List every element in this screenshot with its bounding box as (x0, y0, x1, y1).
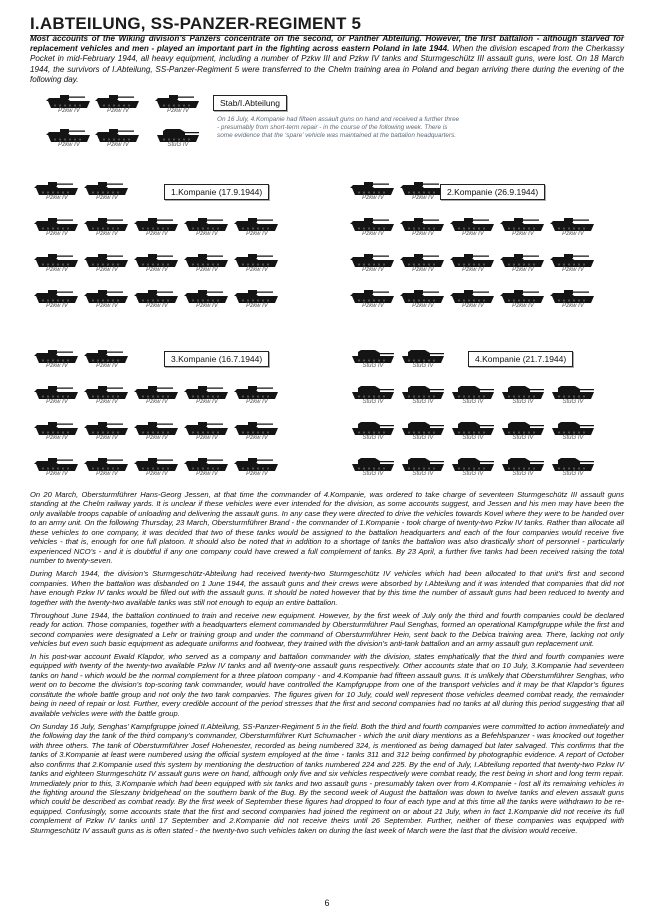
kompanie-4-vehicle (350, 420, 396, 442)
vehicle-label: Pzkw IV (96, 231, 118, 237)
vehicle-label: StuG IV (562, 471, 584, 477)
kompanie-4-vehicle (550, 384, 596, 406)
kompanie-1-vehicle (134, 288, 180, 310)
vehicle-label: Pzkw IV (96, 195, 118, 201)
kompanie-3-vehicle (134, 456, 180, 478)
kompanie-3-vehicle (134, 384, 180, 406)
vehicle-label: Pzkw IV (46, 267, 68, 273)
kompanie-2-vehicle (450, 252, 496, 274)
kompanie-1-vehicle (84, 180, 130, 202)
kompanie-2-vehicle (500, 216, 546, 238)
kompanie-4-vehicle (450, 384, 496, 406)
vehicle-label: Pzkw IV (146, 399, 168, 405)
kompanie-1-vehicle (184, 216, 230, 238)
body-text (30, 490, 624, 839)
vehicle-label: StuG IV (512, 471, 534, 477)
kompanie-4-vehicle (500, 384, 546, 406)
vehicle-label: Pzkw IV (146, 471, 168, 477)
kompanie-1-vehicle (34, 180, 80, 202)
vehicle-label: Pzkw IV (462, 231, 484, 237)
kompanie-4-vehicle (350, 456, 396, 478)
kompanie-2-vehicle (350, 252, 396, 274)
kompanie-1-vehicle (134, 252, 180, 274)
kompanie-4-vehicle (400, 420, 446, 442)
kompanie-3-vehicle (234, 420, 280, 442)
vehicle-label: StuG IV (412, 471, 434, 477)
kompanie-3-vehicle (234, 384, 280, 406)
vehicle-label: StuG IV (462, 399, 484, 405)
vehicle-label: StuG IV (562, 435, 584, 441)
kompanie-1-vehicle (34, 216, 80, 238)
stab-vehicle (95, 127, 141, 149)
vehicle-label: Pzkw IV (196, 303, 218, 309)
kompanie-2-vehicle (400, 216, 446, 238)
vehicle-label: Pzkw IV (196, 399, 218, 405)
vehicle-label: StuG IV (362, 435, 384, 441)
kompanie-4-vehicle (400, 348, 446, 370)
vehicle-label: Pzkw IV (146, 303, 168, 309)
body-paragraph: On 20 March, Obersturmführer Hans-Georg Jessen, at that time the commander of 4.Kompanie, was ordered to take charge of seventeen Sturmgeschütz III assault guns standing at the Chelm railway yards. It is unclear if these vehicles were ever intended for the division, as some accounts suggest, and Jessen and his men may have been the only available troops capable of unloading and delivering the assault guns. In any case they were directed to drive the vehicles towards Kovel where they were to be handed over to an army unit. On the following Thursday, 23 March, Obersturmführer Brand - the commander of 1.Kompanie - took charge of twenty-two Pzkw IV tanks. Rather than allocate all these vehicles to one company, it was decided that two of these tanks would be assigned to the battalion headquarters and each of the four companies would receive five vehicles - that is, enough for one full platoon. It should also be noted that in addition to a shortage of tanks the battalion was also drastically short of personnel - particularly experienced NCO’s - and it is doubtful if any one company could have crewed a full complement of tanks. By 23 April, a further five tanks had been received raising the total number to twenty-seven. (30, 490, 624, 566)
kompanie-1-vehicle (234, 252, 280, 274)
vehicle-label: Pzkw IV (96, 363, 118, 369)
vehicle-label: Pzkw IV (46, 471, 68, 477)
kompanie-1-vehicle (184, 252, 230, 274)
vehicle-label: StuG IV (512, 435, 534, 441)
vehicle-label: Pzkw IV (246, 399, 268, 405)
intro-paragraph (30, 34, 624, 85)
kompanie-2-vehicle (350, 180, 396, 202)
kompanie-1-vehicle (134, 216, 180, 238)
vehicle-label: Pzkw IV (196, 231, 218, 237)
kompanie-4-vehicle (400, 384, 446, 406)
kompanie-2-vehicle (350, 288, 396, 310)
vehicle-label: Pzkw IV (196, 435, 218, 441)
vehicle-label: Pzkw IV (362, 231, 384, 237)
vehicle-label: Pzkw IV (246, 231, 268, 237)
stab-vehicle (95, 93, 141, 115)
kompanie-1-vehicle (234, 288, 280, 310)
vehicle-label: StuG IV (412, 435, 434, 441)
kompanie-3-vehicle (184, 456, 230, 478)
vehicle-label: StuG IV (462, 471, 484, 477)
stab-note: On 16 July, 4.Kompanie had fifteen assault guns on hand and received a further three - presumably from short-term repair - in the course of the following week. There is some evidence that the ‘spare’ vehicle was maintained at the battalion headquarters. (217, 116, 460, 140)
kompanie-2-vehicle (550, 252, 596, 274)
vehicle-label: Pzkw IV (107, 108, 129, 114)
kompanie-1-vehicle (184, 288, 230, 310)
intro-rest: When the division escaped from the Cherkassy Pocket in mid-February 1944, all heavy equipment, including a number of Pzkw III and Pzkw IV tanks and Sturmgeschütz III assault guns, were lost. On 18 March 1944, the survivors of I.Abteilung, SS-Panzer-Regiment 5 were transferred to the Chelm training area in Poland and began arriving there during the evening of the following day. (30, 44, 624, 84)
kompanie-2-vehicle (500, 252, 546, 274)
kompanie-1-vehicle (84, 288, 130, 310)
kompanie-3-vehicle (84, 420, 130, 442)
vehicle-label: Pzkw IV (46, 231, 68, 237)
intro-bold: Most accounts of the Wiking division’s Panzers concentrate on the second, or Panther Abteilung. However, the first battalion - although starved for replacement vehicles and men - played an important part in the fighting across eastern Poland in late 1944. (30, 34, 624, 54)
kompanie-2-vehicle (450, 288, 496, 310)
vehicle-label: Pzkw IV (146, 435, 168, 441)
vehicle-label: StuG IV (462, 435, 484, 441)
kompanie-3-vehicle (34, 420, 80, 442)
vehicle-label: Pzkw IV (46, 435, 68, 441)
body-paragraph: Throughout June 1944, the battalion continued to train and receive new equipment. However, by the first week of July only the third and fourth companies could be declared ready for action. Those companies, together with a headquarters element commanded by Obersturmführer Paul Senghas, formed an operational Kampfgruppe while the first and second companies were designated a Lehr or training group and under the command of Obersturmführer Hein, sent back to the Debica training area. There, lacking not only vehicles but even such basic equipment as adequate uniforms and footwear, they trained with the division’s anti-tank battalion and an army assault gun replacement unit. (30, 610, 624, 648)
kompanie-1-vehicle (34, 288, 80, 310)
kompanie-1-vehicle (34, 252, 80, 274)
vehicle-label: StuG IV (362, 363, 384, 369)
kompanie-3-vehicle (84, 384, 130, 406)
stab-vehicle (155, 127, 201, 149)
vehicle-label: Pzkw IV (46, 303, 68, 309)
body-paragraph: In his post-war account Ewald Klapdor, who served as a company and battalion commander with the division, states emphatically that the third and fourth companies were equipped with twenty of the twenty-two available Pzkw IV tanks and all twenty-one assault guns respectively. Other accounts state that on 10 July, 3.Kompanie had seventeen tanks on hand - which would be the normal complement for a three platoon company - and 4.Kompanie had fifteen assault guns. It is unlikely that Oberstumführer Senghas, who went on to become the division’s top-scoring tank commander, would have controlled the Kampfgruppe from one of the transport vehicles and it may be that Klapdor’s figures constitute the whole battle group and not only the two tank companies. The figures given for 10 July, could well represent those vehicles deemed combat ready, the remainder being in need of repair or lost. Further, every credible account of the period stresses that the first and second companies had no tanks at all during this period suggesting that all available vehicles were with the battle group. (30, 652, 624, 718)
vehicle-label: Pzkw IV (96, 471, 118, 477)
vehicle-label: Pzkw IV (107, 142, 129, 148)
kompanie-2-vehicle (500, 288, 546, 310)
vehicle-label: Pzkw IV (362, 195, 384, 201)
vehicle-label: Pzkw IV (46, 363, 68, 369)
kompanie-3-vehicle (84, 456, 130, 478)
kompanie-4-vehicle (550, 420, 596, 442)
kompanie-3-vehicle (234, 456, 280, 478)
kompanie-2-vehicle (550, 288, 596, 310)
vehicle-label: Pzkw IV (562, 231, 584, 237)
vehicle-label: Pzkw IV (362, 303, 384, 309)
kompanie-4-vehicle (350, 348, 396, 370)
kompanie-3-vehicle (184, 420, 230, 442)
kompanie-4-vehicle (450, 420, 496, 442)
kompanie-4-vehicle (500, 456, 546, 478)
kompanie-1-label: 1.Kompanie (17.9.1944) (164, 184, 269, 200)
kompanie-2-vehicle (450, 216, 496, 238)
kompanie-2-vehicle (400, 252, 446, 274)
kompanie-1-vehicle (234, 216, 280, 238)
vehicle-label: Pzkw IV (167, 108, 189, 114)
vehicle-label: Pzkw IV (46, 195, 68, 201)
vehicle-label: Pzkw IV (246, 303, 268, 309)
kompanie-2-vehicle (550, 216, 596, 238)
kompanie-4-label: 4.Kompanie (21.7.1944) (468, 351, 573, 367)
vehicle-label: Pzkw IV (246, 471, 268, 477)
kompanie-4-vehicle (350, 384, 396, 406)
body-paragraph: During March 1944, the division’s Sturmgeschütz-Abteilung had received twenty-two Sturmgeschütz IV vehicles which had been allocated to that unit’s first and second companies. When the battalion was disbanded on 1 June 1944, the assault guns and their crews were absorbed by I.Abteilung and it was intended that companies that did not have enough Pzkw IV tanks would be filled out with the assault guns. It should be noted however that by this time the number of assault guns had been reduced to twenty and together with the twenty-two available tanks was still not enough to equip an entire battalion. (30, 569, 624, 607)
kompanie-3-vehicle (34, 384, 80, 406)
kompanie-1-vehicle (84, 252, 130, 274)
kompanie-3-label: 3.Kompanie (16.7.1944) (164, 351, 269, 367)
vehicle-label: Pzkw IV (246, 435, 268, 441)
kompanie-3-vehicle (34, 348, 80, 370)
kompanie-2-vehicle (400, 288, 446, 310)
vehicle-label: Pzkw IV (412, 195, 434, 201)
kompanie-3-vehicle (84, 348, 130, 370)
kompanie-4-vehicle (500, 420, 546, 442)
vehicle-label: Pzkw IV (512, 303, 534, 309)
vehicle-label: Pzkw IV (96, 399, 118, 405)
vehicle-label: Pzkw IV (412, 303, 434, 309)
vehicle-label: Pzkw IV (562, 267, 584, 273)
vehicle-label: Pzkw IV (462, 303, 484, 309)
vehicle-label: StuG IV (562, 399, 584, 405)
vehicle-label: Pzkw IV (96, 267, 118, 273)
kompanie-2-vehicle (350, 216, 396, 238)
vehicle-label: Pzkw IV (196, 471, 218, 477)
kompanie-3-vehicle (184, 384, 230, 406)
stab-vehicle (155, 93, 201, 115)
page-number: 6 (324, 898, 330, 908)
vehicle-label: Pzkw IV (146, 267, 168, 273)
vehicle-label: StuG IV (167, 142, 189, 148)
vehicle-label: Pzkw IV (412, 231, 434, 237)
kompanie-4-vehicle (400, 456, 446, 478)
vehicle-label: Pzkw IV (412, 267, 434, 273)
body-paragraph: On Sunday 16 July, Senghas’ Kampfgruppe joined II.Abteilung, SS-Panzer-Regiment 5 in the field. Both the third and fourth companies were committed to action immediately and the following day the tank of the third company’s commander, Obersturmführer Kurt Schumacher - which the unit diary mentions as a Befehlspanzer - was knocked out together with three others. The tank of Obersturmführer Josef Hohenester, recorded as being numbered 324, is mentioned as being damaged but later salvaged. This confirms that the tanks of 3.Kompanie at least were numbered using the official system employed at the time - tanks 311 and 312 being confirmed by photographic evidence. A report of October also confirms that 2.Kompanie used this system by mentioning the destruction of tanks numbered 224 and 225. By the end of July, I.Abteilung reported that twenty-two Pzkw IV tanks and eighteen Sturmgeschütz IV assault guns were on hand, although only five and six vehicles respectively were combat ready, the rest being in short and long term repair. Immediately prior to this, 3.Kompanie which had been equipped with six tanks and two assault guns - presumably taken over from 4.Kompanie - lost all its remaining vehicles in the fighting around the Sleszany bridgehead on the southern bank of the Bug. By the second week of August the battalion was down to twelve tanks and eleven assault guns which could be described as combat ready. By the first week of September these figures had dropped to four of each type and at this time all the tanks were withdrawn to be re-equipped. Confusingly, some accounts state that the first and second companies had joined the regiment on or about 21 July, when in fact 1.Kompanie did not receive its full complement of Pzkw IV tanks until 17 September and 2.Kompanie did not receive theirs until 26 September. Further, neither of these companies was equipped with Sturmgeschütz IV assault guns as is often stated - the twenty-two such vehicles taken on during the last week of March were the last that the division would receive. (30, 721, 624, 835)
stab-label: Stab/I.Abteilung (213, 95, 287, 111)
vehicle-label: Pzkw IV (58, 108, 80, 114)
vehicle-label: Pzkw IV (196, 267, 218, 273)
vehicle-label: Pzkw IV (362, 267, 384, 273)
vehicle-label: Pzkw IV (512, 267, 534, 273)
vehicle-label: Pzkw IV (96, 303, 118, 309)
kompanie-4-vehicle (550, 456, 596, 478)
kompanie-3-vehicle (134, 420, 180, 442)
vehicle-label: Pzkw IV (96, 435, 118, 441)
vehicle-label: StuG IV (512, 399, 534, 405)
vehicle-label: StuG IV (362, 471, 384, 477)
vehicle-label: StuG IV (412, 399, 434, 405)
vehicle-label: Pzkw IV (46, 399, 68, 405)
vehicle-label: Pzkw IV (462, 267, 484, 273)
vehicle-label: Pzkw IV (512, 231, 534, 237)
stab-vehicle (46, 93, 92, 115)
kompanie-1-vehicle (84, 216, 130, 238)
vehicle-label: StuG IV (362, 399, 384, 405)
vehicle-label: Pzkw IV (146, 231, 168, 237)
kompanie-2-label: 2.Kompanie (26.9.1944) (440, 184, 545, 200)
vehicle-label: Pzkw IV (58, 142, 80, 148)
vehicle-label: Pzkw IV (246, 267, 268, 273)
vehicle-label: StuG IV (412, 363, 434, 369)
kompanie-3-vehicle (34, 456, 80, 478)
vehicle-label: Pzkw IV (562, 303, 584, 309)
page-title: I.ABTEILUNG, SS-PANZER-REGIMENT 5 (30, 14, 624, 36)
stab-vehicle (46, 127, 92, 149)
kompanie-4-vehicle (450, 456, 496, 478)
